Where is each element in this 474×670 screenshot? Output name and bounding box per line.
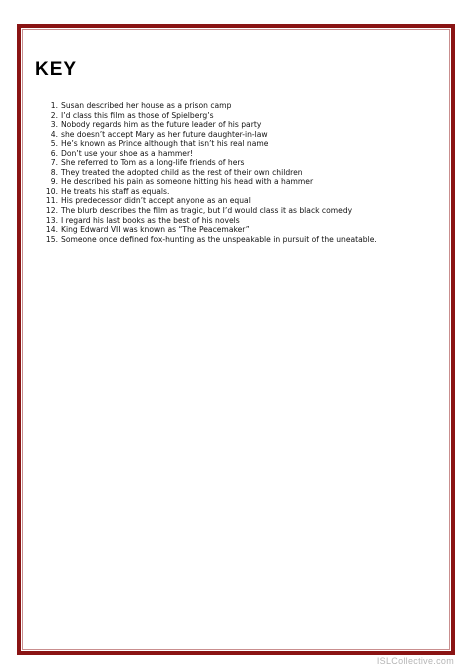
- item-text: He’s known as Prince although that isn’t his real name: [61, 139, 269, 149]
- item-number: 9.: [50, 177, 58, 187]
- item-text: I regard his last books as the best of his novels: [61, 215, 240, 225]
- item-number: 10.: [45, 186, 58, 196]
- list-item: [33, 130, 438, 140]
- item-number: 15.: [45, 234, 58, 244]
- item-text: King Edward VII was known as “The Peacemaker”: [61, 225, 250, 235]
- item-number: 4.: [50, 129, 58, 139]
- item-number: 7.: [50, 158, 58, 168]
- item-number: 11.: [45, 196, 58, 206]
- list-item: [33, 139, 438, 149]
- item-number: 6.: [50, 148, 58, 158]
- item-number: 12.: [45, 206, 58, 216]
- item-number: 13.: [45, 215, 58, 225]
- item-text: she doesn’t accept Mary as her future daughter-in-law: [61, 129, 268, 139]
- item-text: His predecessor didn’t accept anyone as an equal: [61, 196, 251, 206]
- item-text: He treats his staff as equals.: [61, 186, 170, 196]
- list-item: [33, 225, 438, 235]
- list-item: [33, 168, 438, 178]
- item-text: I’d class this film as those of Spielberg’s: [61, 110, 214, 120]
- list-item: [33, 196, 438, 206]
- item-number: 8.: [50, 167, 58, 177]
- list-item: [33, 101, 438, 111]
- item-number: 1.: [50, 101, 58, 110]
- item-text: She referred to Tom as a long-life friends of hers: [61, 158, 245, 168]
- item-text: Don’t use your shoe as a hammer!: [61, 148, 194, 158]
- list-item: [33, 177, 438, 187]
- item-number: 2.: [50, 110, 58, 120]
- list-item: [33, 187, 438, 197]
- site-watermark: ISLCollective.com: [376, 656, 454, 666]
- item-text: He described his pain as someone hitting his head with a hammer: [61, 177, 314, 187]
- page-title: KEY: [35, 59, 78, 80]
- list-item: [33, 235, 438, 245]
- list-item: [33, 216, 438, 226]
- item-number: 5.: [50, 139, 58, 149]
- list-item: [33, 206, 438, 216]
- item-text: Nobody regards him as the future leader of his party: [61, 120, 262, 130]
- item-text: They treated the adopted child as the rest of their own children: [61, 167, 303, 177]
- item-text: The blurb describes the film as tragic, but I’d would class it as black comedy: [61, 206, 353, 216]
- item-text: Someone once defined fox-hunting as the unspeakable in pursuit of the uneatable.: [61, 234, 377, 244]
- item-number: 14.: [45, 225, 58, 235]
- list-item: [33, 149, 438, 159]
- list-item: [33, 111, 438, 121]
- list-item: [33, 120, 438, 130]
- list-item: [33, 158, 438, 168]
- item-text: Susan described her house as a prison camp: [61, 101, 232, 110]
- answer-list: [33, 101, 438, 244]
- item-number: 3.: [50, 120, 58, 130]
